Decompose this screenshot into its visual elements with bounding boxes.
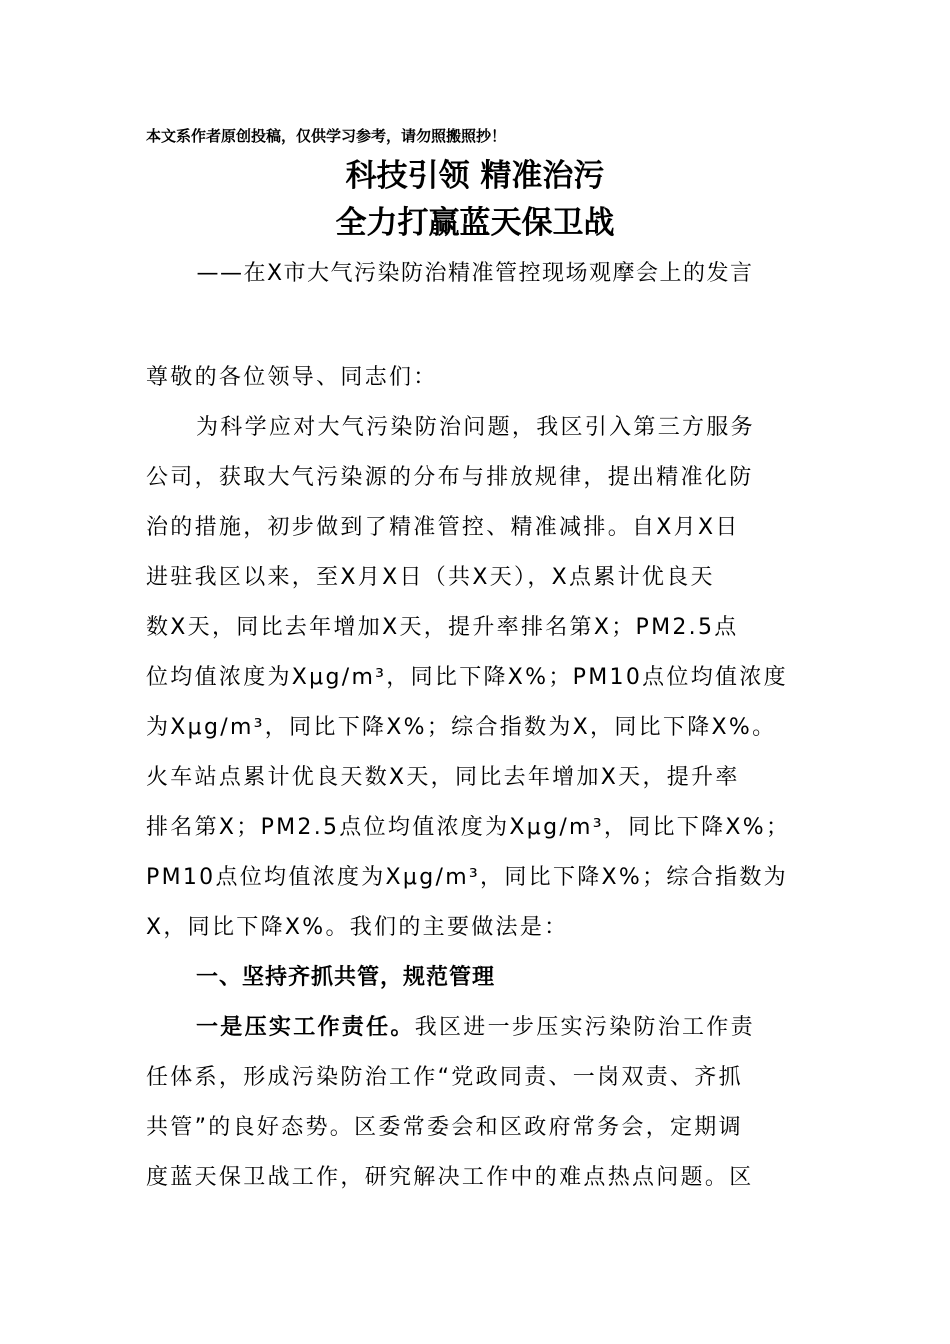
title-line-1: 科技引领 精准治污 — [345, 158, 605, 194]
body-line: X，同比下降X%。我们的主要做法是： — [146, 915, 569, 940]
copyright-notice: 本文系作者原创投稿，仅供学习参考，请勿照搬照抄！ — [146, 127, 507, 145]
body-line: 火车站点累计优良天数X天，同比去年增加X天，提升率 — [146, 765, 740, 790]
body-line: 为Xμg/m³，同比下降X%；综合指数为X，同比下降X%。 — [146, 715, 777, 740]
subtitle: ——在X市大气污染防治精准管控现场观摩会上的发言 — [196, 261, 754, 286]
body-line: 数X天，同比去年增加X天，提升率排名第X；PM2.5点 — [146, 615, 739, 640]
body-line: 治的措施，初步做到了精准管控、精准减排。自X月X日 — [146, 515, 740, 540]
body-line: 排名第X；PM2.5点位均值浓度为Xμg/m³，同比下降X%； — [146, 815, 791, 840]
body-line: 进驻我区以来，至X月X日（共X天），X点累计优良天 — [146, 565, 715, 590]
body-line: 公司，获取大气污染源的分布与排放规律，提出精准化防 — [146, 465, 754, 490]
salutation: 尊敬的各位领导、同志们： — [146, 365, 438, 390]
body-line: 度蓝天保卫战工作，研究解决工作中的难点热点问题。区 — [146, 1165, 754, 1190]
body-line: 位均值浓度为Xμg/m³，同比下降X%；PM10点位均值浓度 — [146, 665, 788, 690]
section-lead: 一是压实工作责任。 — [196, 1015, 415, 1040]
section-text: 我区进一步压实污染防治工作责 — [414, 1015, 755, 1040]
body-line: 为科学应对大气污染防治问题，我区引入第三方服务 — [196, 415, 755, 440]
body-line: PM10点位均值浓度为Xμg/m³，同比下降X%；综合指数为 — [146, 865, 788, 890]
body-line: 共管”的良好态势。区委常委会和区政府常务会，定期调 — [146, 1115, 743, 1140]
title-line-2: 全力打赢蓝天保卫战 — [335, 205, 615, 241]
body-line — [146, 1003, 806, 1053]
section-heading: 一、坚持齐抓共管，规范管理 — [196, 965, 496, 990]
body-line: 任体系，形成污染防治工作“党政同责、一岗双责、齐抓 — [146, 1065, 743, 1090]
document-body — [146, 353, 806, 1203]
